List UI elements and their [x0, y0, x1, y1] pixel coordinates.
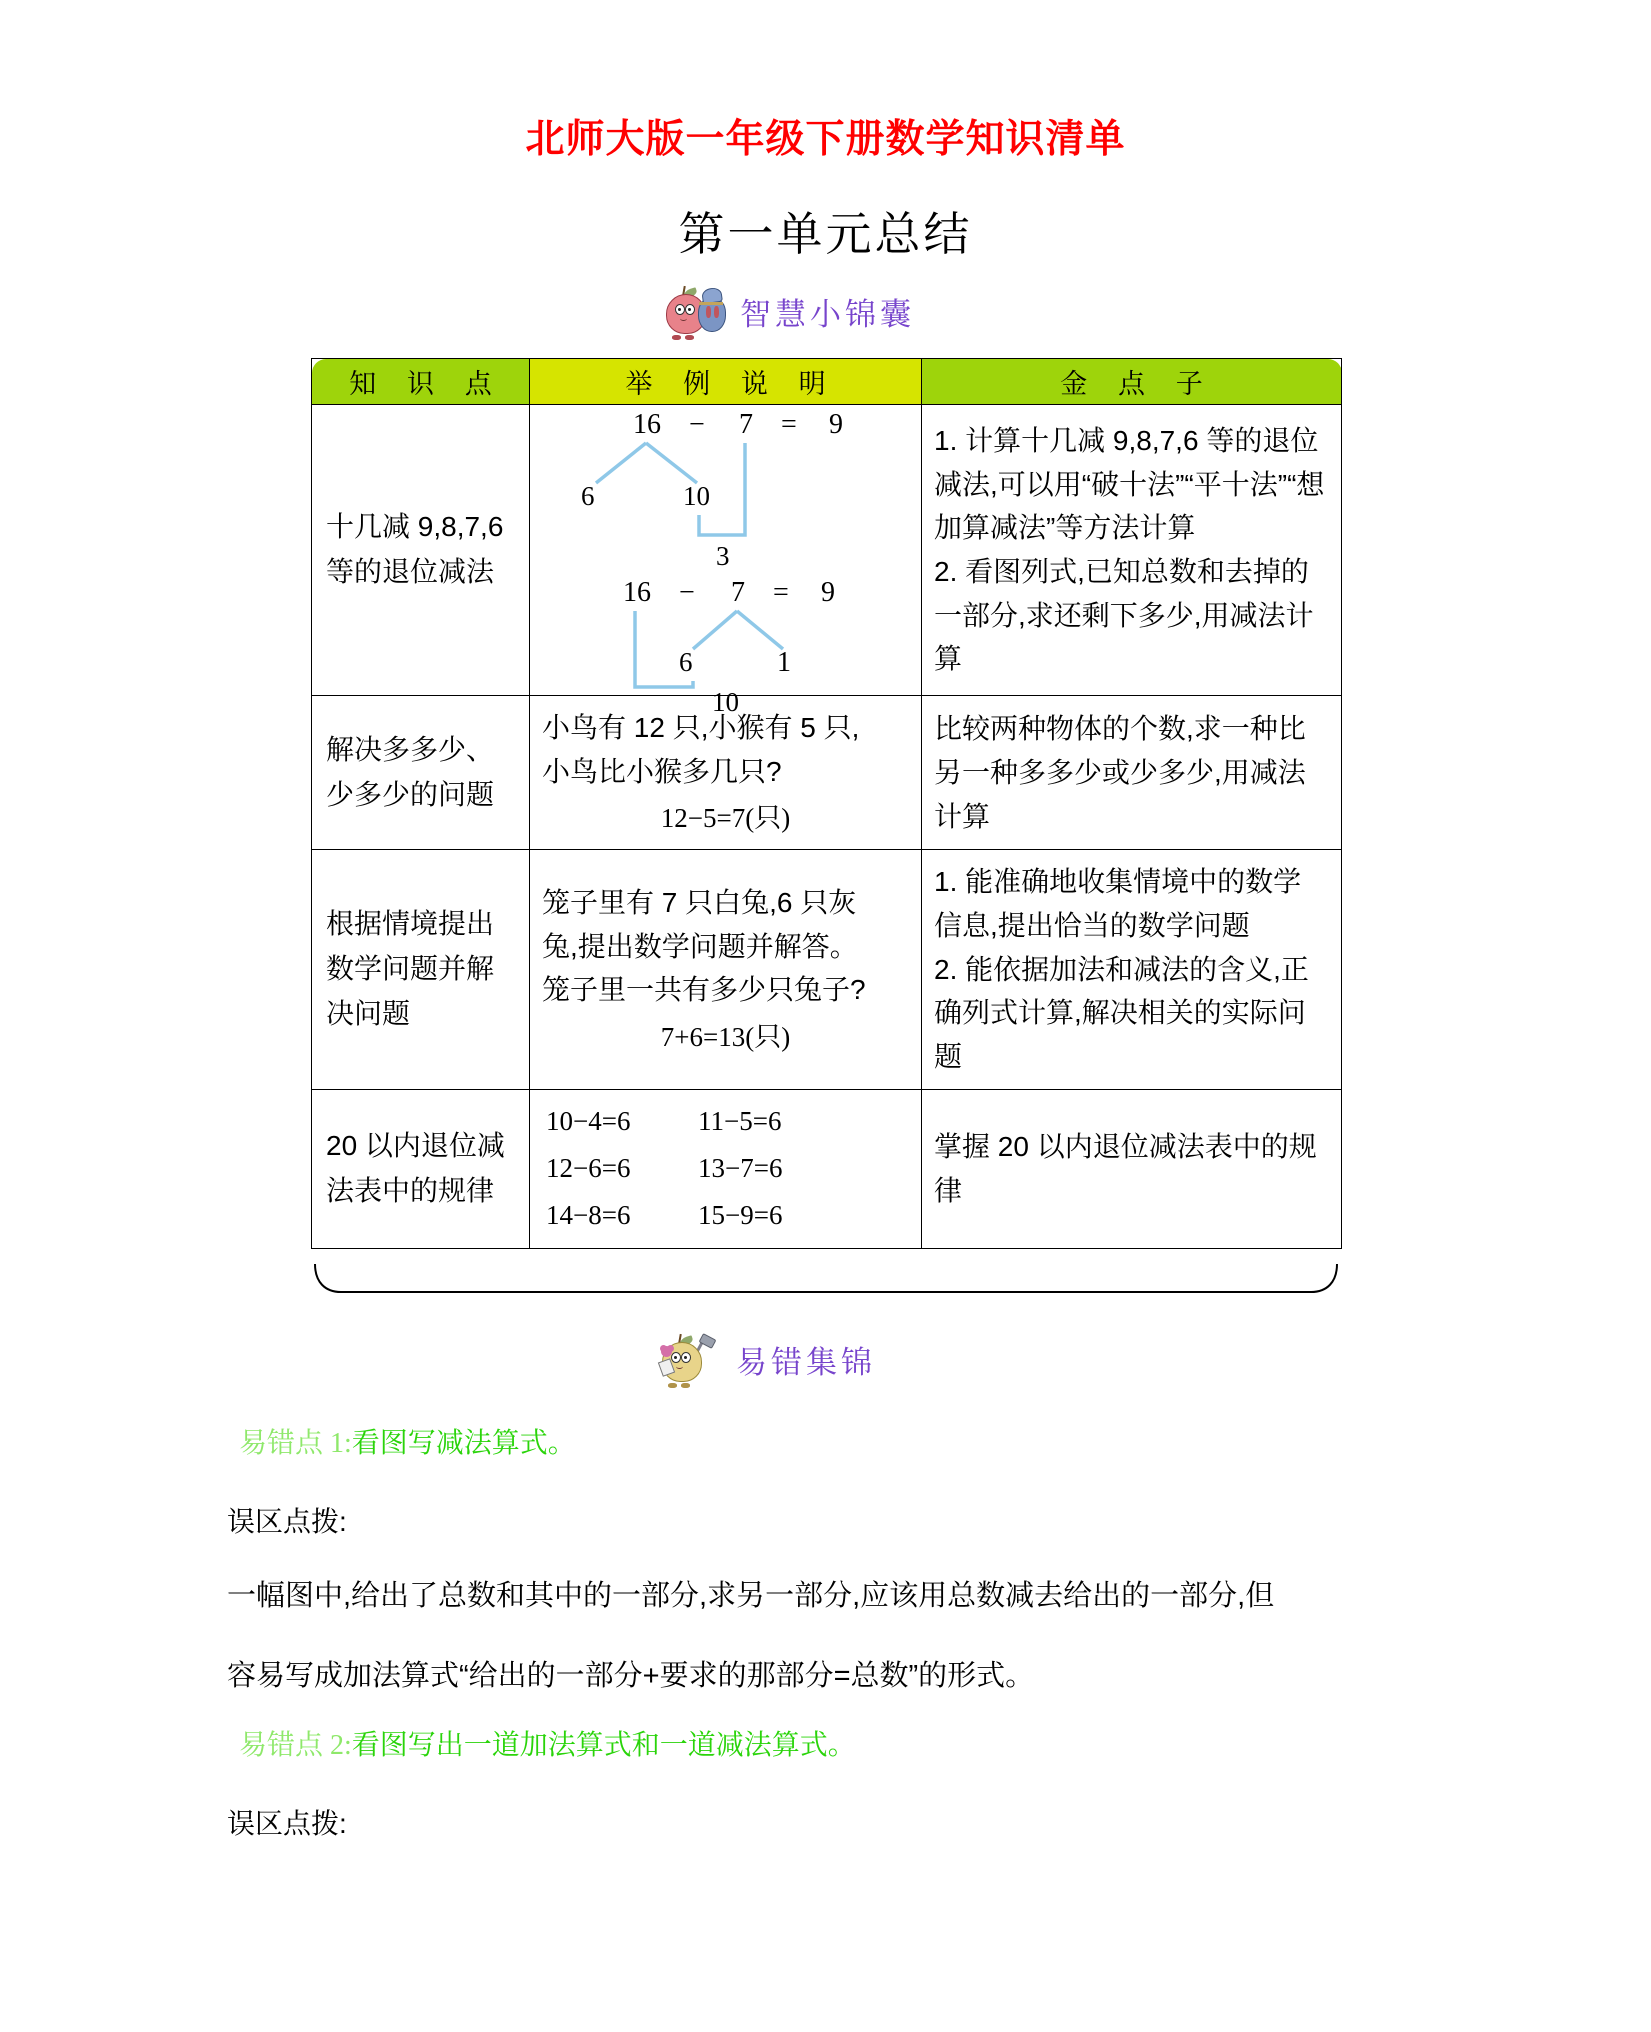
svg-text:=: =: [780, 409, 797, 440]
formula-5: 14−8=6: [546, 1200, 631, 1231]
svg-text:16: 16: [622, 577, 651, 608]
row4-tips-cell: [922, 1089, 1342, 1248]
row3-example-line-3: 笼子里一共有多少只兔子?: [542, 974, 866, 1006]
table-header-knowledge: 知 识 点: [312, 359, 530, 405]
mistake-1-tip-label: 误区点拨:: [227, 1506, 347, 1537]
row2-example: [530, 696, 921, 849]
table-row: [312, 850, 1342, 1089]
row1-tips-cell: [922, 405, 1342, 696]
row2-example-cell: [530, 696, 922, 850]
svg-text:−: −: [688, 409, 705, 440]
table-row: [312, 1089, 1342, 1248]
mistake-1-body-line-1: 一幅图中,给出了总数和其中的一部分,求另一部分,应该用总数减去给出的一部分,但: [227, 1580, 1275, 1612]
row3-tips: [922, 850, 1341, 1088]
apple-with-sack-icon: [664, 282, 726, 340]
row3-example-cell: [530, 850, 922, 1089]
table-row: [312, 696, 1342, 850]
formula-2: 11−5=6: [698, 1105, 782, 1136]
formula-6: 15−9=6: [698, 1200, 783, 1231]
table-header-example: 举 例 说 明: [530, 359, 922, 405]
row1-knowledge-text: 十几减 9,8,7,6 等的退位减法: [326, 511, 504, 587]
row3-example: [530, 871, 921, 1068]
break-ten-diagram: [541, 405, 911, 691]
apple-with-hammer-icon: [660, 1330, 722, 1388]
mistake-1-body-line-2: 容易写成加法算式“给出的一部分+要求的那部分=总数”的形式。: [227, 1660, 1035, 1692]
mistakes-section-banner: [660, 1330, 876, 1388]
row3-example-line-1: 笼子里有 7 只白兔,6 只灰: [542, 887, 857, 919]
svg-text:9: 9: [828, 409, 843, 440]
mistake-1-title: 看图写减法算式。: [351, 1427, 576, 1458]
row4-knowledge-text: 20 以内退位减法表中的规律: [326, 1129, 505, 1206]
unit-title: 第一单元总结: [678, 209, 973, 260]
row2-tip-1: 比较两种物体的个数,求一种比另一种多多少或少多少,用减法计算: [934, 713, 1306, 832]
diagram2-result-node: 10: [712, 687, 739, 717]
table-header-row: [312, 359, 1342, 405]
row2-example-line-1: 小鸟有 12 只,小猴有 5 只,: [542, 712, 860, 743]
svg-text:−: −: [678, 577, 695, 608]
formula-1: 10−4=6: [546, 1105, 631, 1136]
svg-text:=: =: [772, 577, 789, 608]
row1-knowledge-cell: [312, 405, 530, 696]
bottom-brace: [311, 1262, 1341, 1304]
row4-tips: [922, 1115, 1341, 1222]
row2-tips-cell: [922, 696, 1342, 850]
wisdom-section-banner: [664, 282, 915, 340]
mistake-1-heading: [239, 1421, 576, 1461]
row2-example-equation: 12−5=7(只): [660, 803, 791, 834]
document-title: 北师大版一年级下册数学知识清单: [525, 118, 1126, 161]
row3-example-line-2: 兔,提出数学问题并解答。: [542, 930, 858, 962]
row3-tip-2: 2. 能依据加法和减法的含义,正确列式计算,解决相关的实际问题: [934, 953, 1309, 1073]
row1-tip-2: 2. 看图列式,已知总数和去掉的一部分,求还剩下多少,用减法计算: [934, 556, 1314, 675]
row3-tip-1: 1. 能准确地收集情境中的数学信息,提出恰当的数学问题: [934, 866, 1302, 942]
mistake-2-heading: [239, 1723, 856, 1763]
table-row: [312, 405, 1342, 696]
wisdom-section-label: 智慧小锦囊: [740, 296, 915, 332]
formula-4: 13−7=6: [698, 1153, 783, 1184]
row3-example-equation: 7+6=13(只): [660, 1022, 791, 1053]
row3-knowledge-text: 根据情境提出数学问题并解决问题: [326, 908, 495, 1030]
row1-example-cell: [530, 405, 922, 717]
row2-example-line-2: 小鸟比小猴多几只?: [542, 755, 782, 787]
row3-tips-cell: [922, 850, 1342, 1089]
svg-text:16: 16: [632, 409, 661, 440]
formula-3: 12−6=6: [546, 1153, 631, 1184]
svg-text:9: 9: [820, 577, 835, 608]
mistakes-section-label: 易错集锦: [736, 1344, 876, 1380]
row4-tip-1: 掌握 20 以内退位减法表中的规律: [934, 1131, 1317, 1206]
table-header-tips: 金 点 子: [922, 359, 1342, 405]
svg-text:7: 7: [730, 577, 745, 608]
svg-text:10: 10: [682, 481, 710, 511]
row2-knowledge-cell: [312, 696, 530, 850]
row4-example-cell: [530, 1089, 922, 1248]
svg-text:3: 3: [715, 541, 729, 571]
svg-text:6: 6: [678, 647, 692, 677]
mistake-2-number: 易错点 2:: [239, 1730, 352, 1761]
mistake-2-tip-label: 误区点拨:: [227, 1808, 347, 1839]
row1-tips: [922, 409, 1341, 691]
row1-tip-1: 1. 计算十几减 9,8,7,6 等的退位减法,可以用“破十法”“平十法”“想加算减法”等方法计算: [934, 424, 1325, 544]
row2-tips: [922, 697, 1341, 848]
row3-knowledge-cell: [312, 850, 530, 1089]
row2-knowledge-text: 解决多多少、少多少的问题: [326, 733, 495, 810]
decomposition-diagrams: [530, 405, 921, 717]
row4-knowledge-cell: [312, 1089, 530, 1248]
svg-text:1: 1: [776, 647, 791, 678]
subtraction-formula-grid: [530, 1090, 921, 1248]
mistake-2-title: 看图写出一道加法算式和一道减法算式。: [351, 1729, 856, 1760]
knowledge-table: [311, 358, 1342, 1249]
mistake-1-number: 易错点 1:: [239, 1428, 352, 1459]
svg-text:7: 7: [738, 409, 753, 440]
svg-text:6: 6: [580, 481, 594, 511]
